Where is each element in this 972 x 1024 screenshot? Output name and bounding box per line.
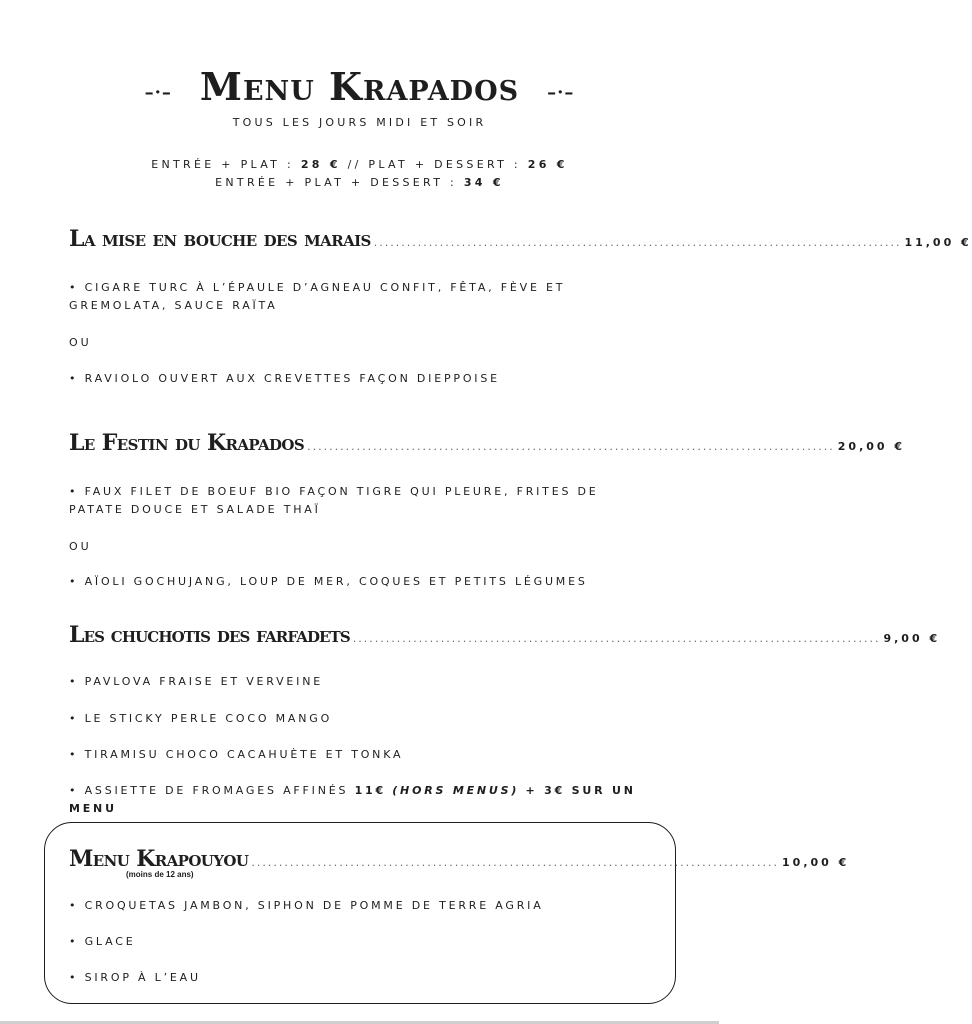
formula-2-label: // PLAT + DESSERT : bbox=[340, 158, 528, 171]
formula-line-1 bbox=[0, 158, 719, 171]
section-starters-price: 11,00 € bbox=[904, 236, 972, 249]
kids-age-note: (moins de 12 ans) bbox=[126, 870, 194, 879]
or-separator: OU bbox=[69, 336, 92, 349]
formula-1-price: 28 € bbox=[300, 158, 341, 171]
section-desserts-heading bbox=[69, 622, 941, 648]
dot-leader: ................................................................................................ bbox=[307, 440, 835, 453]
kids-menu-title: Menu Krapouyou bbox=[69, 846, 249, 872]
list-item: • CIGARE TURC À L’ÉPAULE D’AGNEAU CONFIT, FÊTA, FÈVE ET GREMOLATA, SAUCE RAÏTA bbox=[69, 281, 566, 312]
list-item: • SIROP À L’EAU bbox=[69, 971, 201, 984]
list-item: • FAUX FILET DE BOEUF BIO FAÇON TIGRE QUI PLEURE, FRITES DE PATATE DOUCE ET SALADE THAÏ bbox=[69, 485, 599, 516]
dot-leader: ................................................................................................ bbox=[352, 632, 881, 645]
cheese-plate-supplement: + 3€ SUR UN MENU bbox=[69, 784, 636, 815]
menu-subtitle: TOUS LES JOURS MIDI ET SOIR bbox=[232, 116, 487, 129]
list-item: • CROQUETAS JAMBON, SIPHON DE POMME DE TERRE AGRIA bbox=[69, 899, 544, 912]
kids-menu-heading bbox=[69, 846, 850, 872]
list-item: • GLACE bbox=[69, 935, 136, 948]
formula-3-price: 34 € bbox=[463, 176, 504, 189]
section-desserts-title: Les chuchotis des farfadets bbox=[69, 622, 350, 648]
formula-2-price: 26 € bbox=[527, 158, 568, 171]
section-desserts-price: 9,00 € bbox=[883, 632, 941, 645]
formula-1-label: ENTRÉE + PLAT : bbox=[151, 158, 301, 171]
menu-title: Menu Krapados bbox=[199, 63, 520, 109]
cheese-plate-item bbox=[69, 782, 659, 818]
cheese-plate-price: 11€ bbox=[354, 784, 386, 797]
section-starters-title: La mise en bouche des marais bbox=[69, 226, 371, 252]
flourish-left-ornament: –·– bbox=[144, 81, 172, 103]
dot-leader: ................................................................................................ bbox=[251, 856, 780, 869]
dot-leader: ................................................................................................ bbox=[373, 236, 902, 249]
list-item: • TIRAMISU CHOCO CACAHUÈTE ET TONKA bbox=[69, 748, 404, 761]
list-item: • RAVIOLO OUVERT AUX CREVETTES FAÇON DIEPPOISE bbox=[69, 372, 500, 385]
or-separator: OU bbox=[69, 540, 92, 553]
section-mains-title: Le Festin du Krapados bbox=[69, 430, 305, 456]
cheese-plate-label: • ASSIETTE DE FROMAGES AFFINÉS bbox=[69, 784, 355, 797]
kids-menu-price: 10,00 € bbox=[782, 856, 850, 869]
flourish-right-ornament: –·– bbox=[547, 81, 575, 103]
cheese-plate-hors-menus: (HORS MENUS) bbox=[392, 784, 520, 797]
list-item: • LE STICKY PERLE COCO MANGO bbox=[69, 712, 333, 725]
list-item: • AÏOLI GOCHUJANG, LOUP DE MER, COQUES ET PETITS LÉGUMES bbox=[69, 575, 588, 588]
section-mains-price: 20,00 € bbox=[837, 440, 906, 453]
menu-header bbox=[0, 62, 719, 110]
formula-line-2 bbox=[0, 176, 719, 189]
formula-3-label: ENTRÉE + PLAT + DESSERT : bbox=[215, 176, 464, 189]
list-item: • PAVLOVA FRAISE ET VERVEINE bbox=[69, 675, 324, 688]
section-starters-heading bbox=[69, 226, 972, 252]
section-mains-heading bbox=[69, 430, 906, 456]
